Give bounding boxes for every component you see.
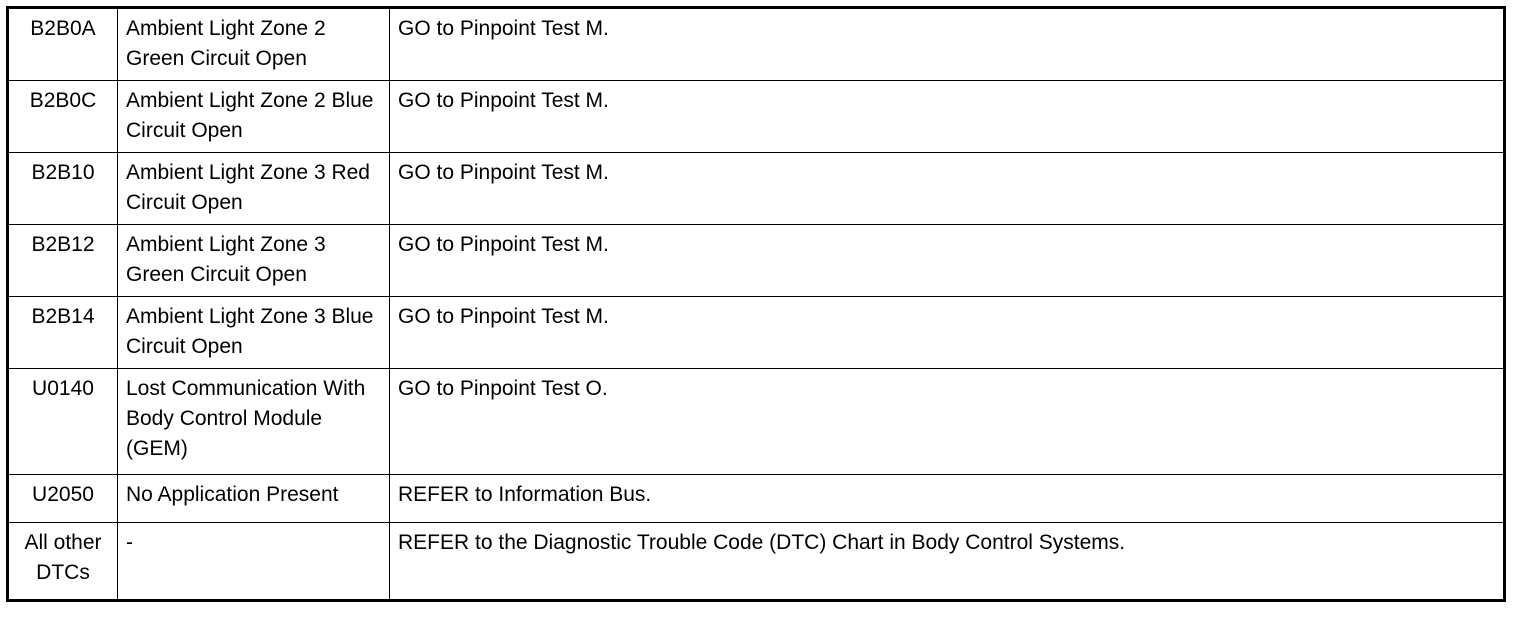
dtc-action-cell: GO to Pinpoint Test M.	[390, 8, 1505, 81]
dtc-description-cell: Ambient Light Zone 3 Blue Circuit Open	[118, 297, 390, 369]
dtc-action-cell: REFER to the Diagnostic Trouble Code (DTC) Chart in Body Control Systems.	[390, 523, 1505, 601]
dtc-code-cell: B2B0A	[8, 8, 118, 81]
table-row	[8, 297, 1505, 369]
table-row	[8, 153, 1505, 225]
dtc-action-cell: REFER to Information Bus.	[390, 475, 1505, 523]
table-row	[8, 8, 1505, 81]
dtc-action-cell: GO to Pinpoint Test M.	[390, 153, 1505, 225]
table-row	[8, 81, 1505, 153]
dtc-description-cell: -	[118, 523, 390, 601]
dtc-code-cell: B2B12	[8, 225, 118, 297]
dtc-code-cell: U2050	[8, 475, 118, 523]
dtc-code-cell: All other DTCs	[8, 523, 118, 601]
dtc-code-cell: B2B0C	[8, 81, 118, 153]
dtc-action-cell: GO to Pinpoint Test M.	[390, 225, 1505, 297]
table-row	[8, 369, 1505, 475]
dtc-code-cell: U0140	[8, 369, 118, 475]
dtc-code-cell: B2B14	[8, 297, 118, 369]
dtc-action-cell: GO to Pinpoint Test M.	[390, 297, 1505, 369]
table-row	[8, 523, 1505, 601]
dtc-code-cell: B2B10	[8, 153, 118, 225]
dtc-action-cell: GO to Pinpoint Test M.	[390, 81, 1505, 153]
dtc-description-cell: Ambient Light Zone 3 Green Circuit Open	[118, 225, 390, 297]
dtc-description-cell: Ambient Light Zone 2 Blue Circuit Open	[118, 81, 390, 153]
dtc-table	[6, 6, 1506, 602]
table-row	[8, 225, 1505, 297]
table-row	[8, 475, 1505, 523]
dtc-action-cell: GO to Pinpoint Test O.	[390, 369, 1505, 475]
dtc-description-cell: Ambient Light Zone 3 Red Circuit Open	[118, 153, 390, 225]
dtc-description-cell: Ambient Light Zone 2 Green Circuit Open	[118, 8, 390, 81]
dtc-description-cell: Lost Communication With Body Control Module (GEM)	[118, 369, 390, 475]
dtc-description-cell: No Application Present	[118, 475, 390, 523]
